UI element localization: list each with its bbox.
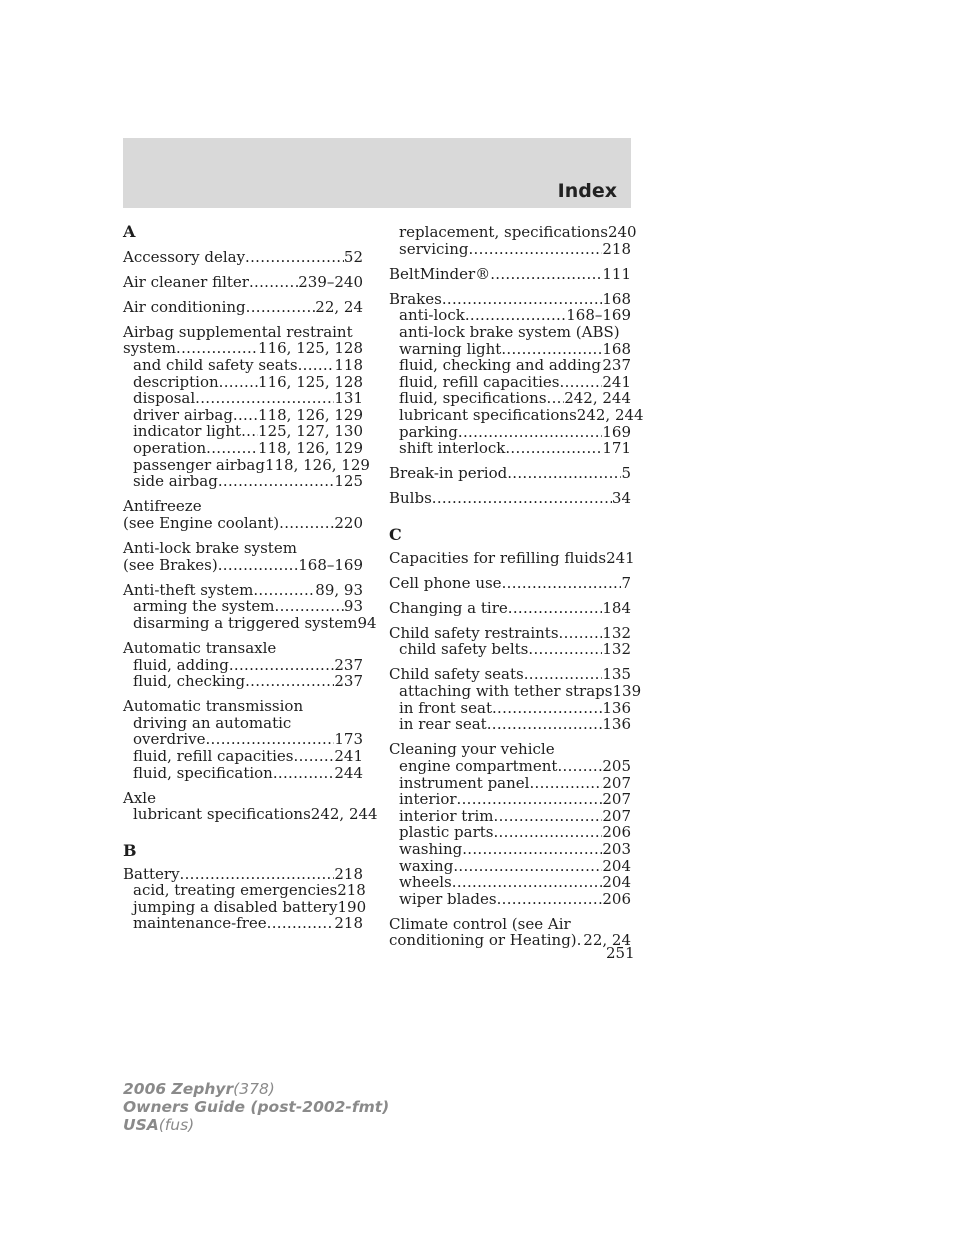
index-term: Break-in period	[389, 464, 508, 483]
index-line	[123, 673, 363, 690]
dot-leader	[494, 808, 603, 825]
index-page-ref: 93	[343, 597, 363, 616]
dot-leader	[195, 390, 334, 407]
dot-leader	[245, 249, 344, 266]
dot-leader	[241, 423, 258, 440]
index-term: Bulbs	[389, 489, 432, 508]
index-line	[389, 291, 631, 308]
index-term: Cleaning your vehicle	[389, 740, 555, 759]
index-page-ref: 184	[602, 598, 631, 617]
index-page-ref: 7	[621, 573, 631, 592]
dot-leader	[507, 465, 621, 482]
index-page-ref: 204	[602, 856, 631, 875]
index-line	[123, 340, 363, 357]
index-entry	[123, 299, 363, 316]
index-column-left	[123, 222, 378, 933]
index-term: driver airbag	[133, 405, 233, 424]
index-page-ref: 218	[337, 881, 366, 900]
index-entry	[389, 625, 631, 658]
index-page-ref: 240	[607, 223, 637, 241]
index-page-ref: 168–169	[566, 306, 631, 325]
index-line	[389, 548, 635, 567]
index-term: Cell phone use	[389, 573, 502, 592]
index-page-ref: 206	[602, 823, 631, 842]
index-term: parking	[399, 422, 458, 441]
index-page-ref: 242, 244	[310, 805, 378, 824]
dot-leader	[453, 858, 602, 875]
index-page-ref: 22, 24	[315, 297, 363, 316]
dot-leader	[298, 357, 335, 374]
index-entry	[123, 498, 363, 531]
footer-guide: Owners Guide (post-2002-fmt)	[123, 1098, 390, 1116]
index-column-right	[389, 223, 644, 950]
index-entry	[123, 274, 363, 291]
index-term: interior	[399, 790, 457, 809]
index-line	[389, 824, 631, 841]
index-page-ref: 118, 126, 129	[258, 405, 363, 424]
index-page-ref: 116, 125, 128	[258, 339, 363, 358]
dot-leader	[218, 473, 335, 490]
index-page-ref: 190	[337, 897, 367, 916]
dot-leader	[457, 791, 603, 808]
dot-leader	[501, 341, 602, 358]
index-page-ref: 132	[602, 640, 631, 659]
index-term: lubricant specifications	[399, 405, 577, 424]
index-page-ref: 118	[334, 356, 363, 375]
dot-leader	[218, 557, 299, 574]
index-line	[123, 515, 363, 532]
index-entry	[123, 540, 363, 573]
dot-leader	[508, 600, 603, 617]
index-entry	[389, 916, 631, 949]
index-line	[123, 657, 363, 674]
index-page-ref: 136	[602, 715, 631, 734]
index-term: Air conditioning	[123, 297, 246, 316]
index-line	[389, 241, 631, 258]
index-term: engine compartment	[399, 756, 558, 775]
dot-leader	[176, 340, 258, 357]
dot-leader	[442, 291, 603, 308]
index-entry	[389, 548, 635, 567]
index-page-ref: 205	[602, 756, 631, 775]
dot-leader	[557, 758, 602, 775]
index-term: Anti-lock brake system	[123, 539, 297, 557]
index-line	[389, 465, 631, 482]
index-page-ref: 116, 125, 128	[258, 372, 363, 391]
index-term: BeltMinder®	[389, 264, 491, 283]
dot-leader	[249, 274, 298, 291]
dot-leader	[487, 716, 603, 733]
dot-leader	[505, 440, 602, 457]
index-line	[123, 582, 363, 599]
index-line	[389, 600, 631, 617]
index-page-ref: 241	[602, 372, 631, 391]
index-page-ref: 111	[602, 264, 631, 283]
dot-leader	[245, 673, 334, 690]
dot-leader	[547, 390, 565, 407]
index-term: fluid, checking	[133, 672, 246, 691]
index-term: lubricant specifications	[133, 805, 311, 824]
index-line	[123, 897, 367, 916]
dot-leader	[577, 932, 584, 949]
index-term: in rear seat	[399, 715, 487, 734]
index-entry	[389, 741, 631, 907]
index-page-ref: 89, 93	[315, 580, 363, 599]
index-term: side airbag	[133, 472, 218, 491]
index-line	[389, 682, 642, 701]
index-letter-heading: B	[123, 840, 137, 860]
index-line	[389, 791, 631, 808]
dot-leader	[468, 241, 602, 258]
dot-leader	[524, 666, 603, 683]
index-page-ref: 118, 126, 129	[264, 455, 370, 474]
index-entry	[123, 864, 367, 933]
index-page-ref: 204	[602, 873, 631, 892]
index-line	[389, 891, 631, 908]
dot-leader	[458, 424, 602, 441]
dot-leader	[246, 299, 316, 316]
index-line	[123, 765, 363, 782]
index-line	[123, 613, 377, 632]
index-term: waxing	[399, 856, 454, 875]
dot-leader	[529, 775, 602, 792]
index-term: fluid, refill capacities	[399, 372, 560, 391]
index-line	[123, 473, 363, 490]
index-term: and child safety seats	[133, 356, 298, 375]
index-line	[389, 841, 631, 858]
index-term: driving an automatic	[133, 713, 292, 732]
index-line	[389, 808, 631, 825]
index-term: overdrive	[133, 730, 206, 749]
index-line	[123, 866, 363, 883]
index-term: (see Brakes)	[123, 555, 218, 574]
index-page-ref: 52	[343, 247, 363, 266]
header-band	[123, 138, 631, 208]
dot-leader	[233, 407, 258, 424]
index-line	[389, 424, 631, 441]
index-page-ref: 237	[334, 672, 363, 691]
index-term: operation	[133, 439, 207, 458]
index-page-ref: 218	[334, 864, 363, 883]
index-entry	[123, 322, 370, 491]
index-term: washing	[399, 839, 463, 858]
index-term: fluid, adding	[133, 655, 229, 674]
index-line	[389, 341, 631, 358]
index-line	[389, 775, 631, 792]
index-line	[123, 423, 363, 440]
index-line	[389, 641, 631, 658]
index-line	[389, 307, 631, 324]
index-term: Anti-theft system	[123, 580, 254, 599]
index-line	[123, 805, 378, 824]
index-line	[389, 266, 631, 283]
index-entry	[123, 640, 363, 690]
index-page-ref: 125	[334, 472, 363, 491]
index-entry	[389, 575, 631, 592]
index-page-ref: 241	[334, 747, 363, 766]
index-page-ref: 244	[334, 763, 363, 782]
dot-leader	[462, 841, 602, 858]
index-term: Automatic transmission	[123, 697, 304, 716]
index-term: instrument panel	[399, 773, 530, 792]
index-term: Changing a tire	[389, 598, 508, 617]
index-page-ref: 173	[334, 730, 363, 749]
dot-leader	[502, 575, 622, 592]
index-page-ref: 207	[602, 790, 631, 809]
index-term: Capacities for refilling fluids	[389, 548, 607, 567]
dot-leader	[205, 731, 334, 748]
index-entry	[123, 698, 363, 781]
index-page-ref: 136	[602, 698, 631, 717]
index-term: anti-lock	[399, 306, 465, 325]
index-page-ref: 169	[602, 422, 631, 441]
index-page-ref: 203	[602, 839, 631, 858]
index-term: replacement, specifications	[399, 223, 608, 241]
index-term: interior trim	[399, 806, 494, 825]
dot-leader	[267, 915, 335, 932]
index-term: attaching with tether straps	[399, 682, 613, 701]
index-term: child safety belts	[399, 640, 529, 659]
index-page-ref: 171	[602, 439, 631, 458]
index-line	[389, 575, 631, 592]
index-term: description	[133, 372, 219, 391]
index-page-ref: 5	[621, 464, 631, 483]
index-line	[123, 557, 363, 574]
index-page-ref: 132	[602, 623, 631, 642]
index-line	[389, 625, 631, 642]
index-term: fluid, checking and adding	[399, 356, 602, 375]
index-entry	[389, 266, 631, 283]
index-term: fluid, refill capacities	[133, 747, 294, 766]
index-line	[389, 357, 631, 374]
index-line	[389, 758, 631, 775]
index-page-ref: 237	[602, 356, 631, 375]
index-term: wheels	[399, 873, 452, 892]
index-page-ref: 139	[612, 682, 642, 701]
index-page-ref: 241	[606, 548, 635, 567]
index-line	[389, 666, 631, 683]
dot-leader	[465, 307, 566, 324]
dot-leader	[528, 641, 602, 658]
index-term: Airbag supplemental restraint	[123, 322, 353, 341]
index-line	[389, 374, 631, 391]
index-line	[389, 440, 631, 457]
index-term: Child safety restraints	[389, 623, 559, 642]
index-term: shift interlock	[399, 439, 506, 458]
index-term: in front seat	[399, 698, 492, 717]
index-line	[123, 274, 363, 291]
index-page-ref: 242, 244	[576, 405, 644, 424]
index-term: Climate control (see Air	[389, 914, 571, 933]
index-line	[389, 700, 631, 717]
index-term: plastic parts	[399, 823, 494, 842]
index-line	[389, 874, 631, 891]
dot-leader	[493, 824, 602, 841]
index-entry	[123, 249, 363, 266]
index-term: Antifreeze	[123, 497, 202, 516]
index-page-ref: 94	[357, 613, 377, 632]
index-term: warning light	[399, 339, 502, 358]
index-term: fluid, specification	[133, 763, 273, 782]
index-term: Automatic transaxle	[123, 638, 277, 657]
index-page-ref: 239–240	[298, 272, 363, 291]
index-line	[123, 299, 363, 316]
index-line	[389, 390, 631, 407]
index-term: disposal	[133, 389, 196, 408]
index-term: Air cleaner filter	[123, 272, 249, 291]
index-entry	[389, 465, 631, 482]
dot-leader	[219, 374, 258, 391]
index-letter-heading: C	[389, 524, 402, 544]
dot-leader	[273, 765, 335, 782]
index-entry	[123, 788, 378, 824]
footer-line-1	[123, 1080, 389, 1098]
index-line	[123, 390, 363, 407]
dot-leader	[275, 598, 344, 615]
index-term: passenger airbag	[133, 455, 265, 474]
index-line	[123, 407, 363, 424]
index-term: anti-lock brake system (ABS)	[399, 322, 620, 341]
index-term: Axle	[123, 788, 156, 807]
dot-leader	[497, 891, 603, 908]
index-page-ref: 168–169	[298, 555, 363, 574]
page-title: Index	[557, 180, 617, 202]
index-entry	[389, 665, 642, 734]
index-line	[389, 932, 631, 949]
index-page-ref: 207	[602, 806, 631, 825]
index-term: Battery	[123, 864, 180, 883]
index-line	[123, 748, 363, 765]
index-page-ref: 168	[602, 289, 631, 308]
index-page-ref: 218	[334, 914, 363, 933]
index-entry	[389, 223, 637, 258]
index-term: Child safety seats	[389, 665, 524, 684]
index-line	[389, 490, 631, 507]
index-page-ref: 125, 127, 130	[258, 422, 363, 441]
index-line	[123, 915, 363, 932]
index-line	[389, 223, 637, 241]
dot-leader	[492, 700, 602, 717]
index-page-ref: 220	[334, 513, 363, 532]
index-term: acid, treating emergencies	[133, 881, 338, 900]
index-term: indicator light	[133, 422, 242, 441]
footer-line-3	[123, 1116, 389, 1134]
index-entry	[389, 289, 644, 458]
index-line	[123, 598, 363, 615]
index-term: arming the system	[133, 597, 275, 616]
dot-leader	[490, 266, 602, 283]
index-term: fluid, specifications	[399, 389, 547, 408]
index-page-ref: 131	[334, 389, 363, 408]
dot-leader	[180, 866, 335, 883]
index-page-ref: 242, 244	[564, 389, 631, 408]
dot-leader	[253, 582, 315, 599]
footer	[123, 1080, 389, 1134]
index-term: servicing	[399, 239, 469, 258]
index-line	[123, 731, 363, 748]
footer-model: 2006 Zephyr	[123, 1080, 234, 1098]
index-page-ref: 168	[602, 339, 631, 358]
dot-leader	[294, 748, 335, 765]
index-term: system	[123, 339, 176, 358]
index-term: conditioning or Heating)	[389, 931, 577, 950]
index-term: maintenance-free	[133, 914, 267, 933]
dot-leader	[452, 874, 603, 891]
index-page-ref: 237	[334, 655, 363, 674]
footer-line-2	[123, 1098, 389, 1116]
page-number: 251	[606, 944, 635, 962]
index-term: Brakes	[389, 289, 442, 308]
index-term: (see Engine coolant)	[123, 513, 280, 532]
index-page-ref: 206	[602, 889, 631, 908]
index-line	[123, 440, 363, 457]
index-page-ref: 207	[602, 773, 631, 792]
dot-leader	[560, 374, 603, 391]
index-term: jumping a disabled battery	[133, 897, 338, 916]
index-line	[123, 357, 363, 374]
index-line	[123, 881, 366, 900]
index-line	[123, 455, 370, 474]
index-line	[123, 374, 363, 391]
index-page-ref: 34	[611, 489, 631, 508]
index-entry	[389, 490, 631, 507]
index-entry	[123, 580, 377, 632]
index-line	[123, 249, 363, 266]
index-line	[389, 405, 644, 424]
dot-leader	[279, 515, 334, 532]
dot-leader	[559, 625, 603, 642]
index-term: wiper blades	[399, 889, 497, 908]
index-page-ref: 118, 126, 129	[258, 439, 363, 458]
footer-model-code: (378)	[233, 1080, 275, 1098]
index-entry	[389, 600, 631, 617]
footer-market-code: (fus)	[158, 1116, 195, 1134]
index-page-ref: 135	[602, 665, 631, 684]
footer-market: USA	[123, 1116, 159, 1134]
index-term: disarming a triggered system	[133, 613, 358, 632]
index-letter-heading: A	[123, 222, 136, 241]
index-page-ref: 218	[602, 239, 631, 258]
index-line	[389, 858, 631, 875]
dot-leader	[206, 440, 258, 457]
index-line	[389, 716, 631, 733]
dot-leader	[229, 657, 335, 674]
index-term: Accessory delay	[123, 247, 246, 266]
dot-leader	[432, 490, 612, 507]
index-page-ref: 22, 24	[583, 931, 631, 950]
